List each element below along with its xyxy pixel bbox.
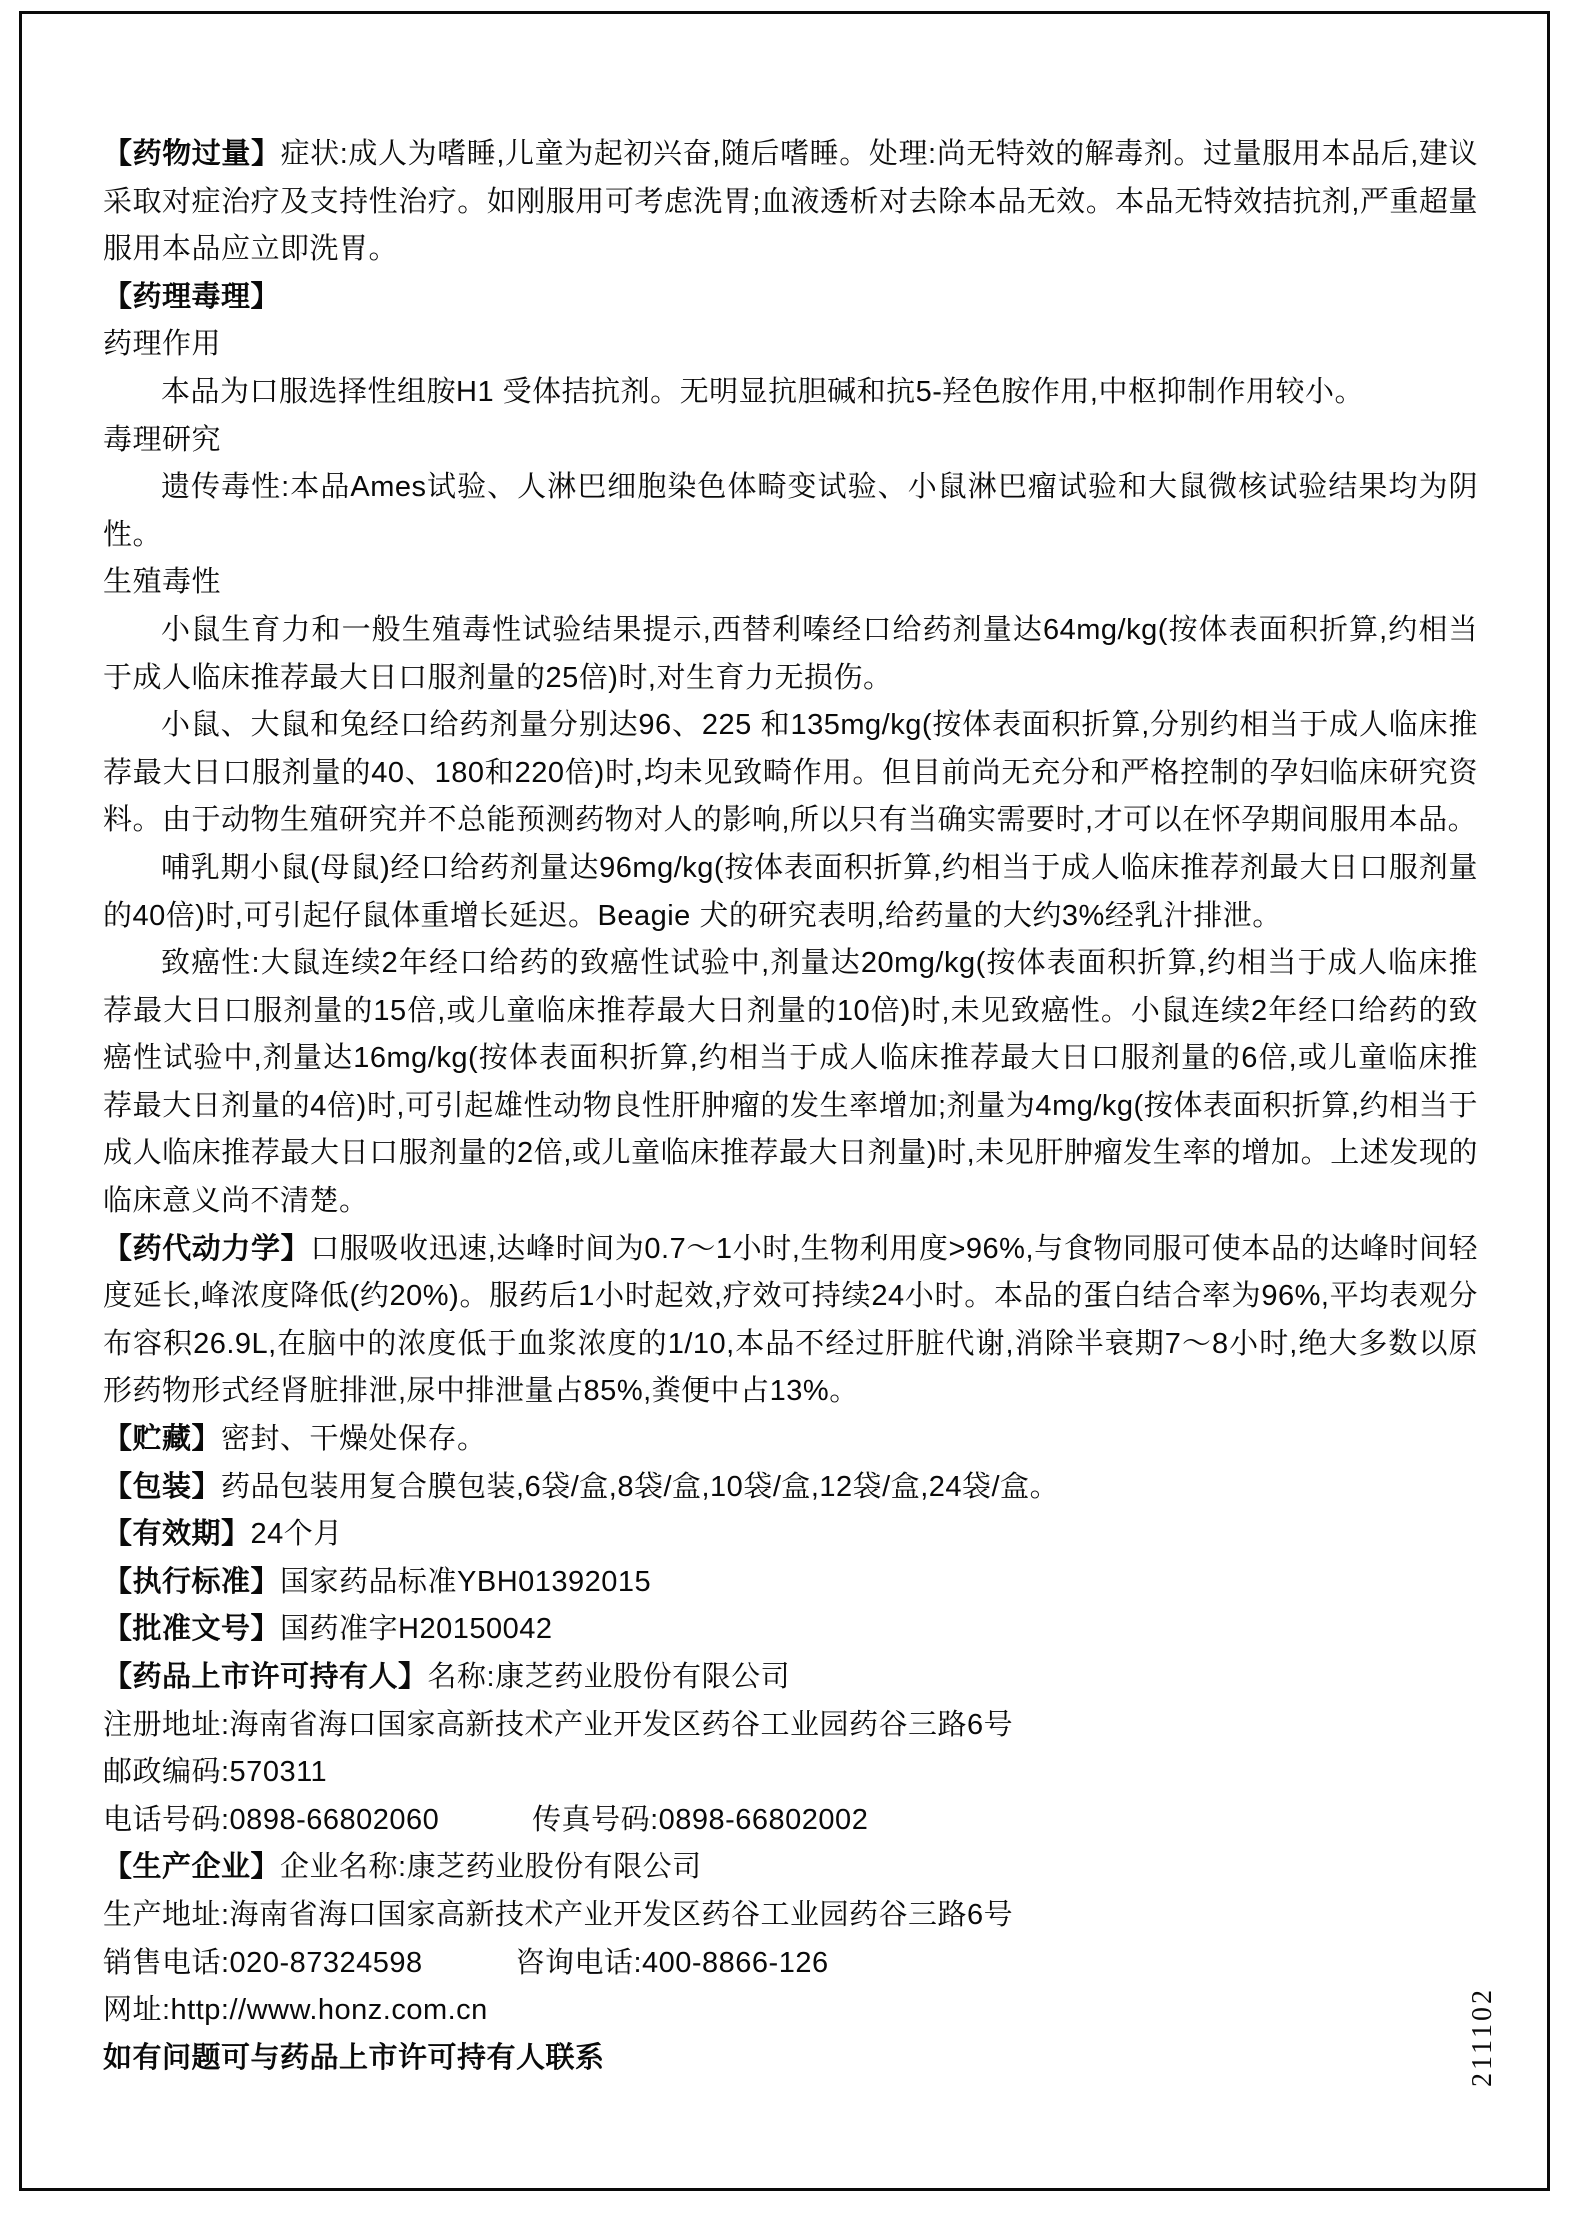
subhead-toxicology-research: 毒理研究	[103, 423, 222, 456]
section-overdose	[103, 131, 1478, 274]
section-shelf-life-text: 24个月	[250, 1518, 343, 1551]
consult-phone-text: 咨询电话:400-8866-126	[515, 1946, 829, 1979]
section-manufacturer-label: 【生产企业】	[103, 1851, 281, 1884]
section-pharmacokinetics	[103, 1226, 1478, 1416]
section-storage	[103, 1416, 1478, 1464]
section-pharmacokinetics-label: 【药代动力学】	[103, 1232, 311, 1265]
section-storage-text: 密封、干燥处保存。	[221, 1423, 487, 1456]
section-overdose-label: 【药物过量】	[103, 138, 281, 170]
line-production-address: 生产地址:海南省海口国家高新技术产业开发区药谷工业园药谷三路6号	[103, 1898, 1014, 1931]
line-registered-address: 注册地址:海南省海口国家高新技术产业开发区药谷工业园药谷三路6号	[103, 1708, 1014, 1741]
section-manufacturer-text: 企业名称:康芝药业股份有限公司	[280, 1851, 702, 1884]
para-carcinogenicity: 致癌性:大鼠连续2年经口给药的致癌性试验中,剂量达20mg/kg(按体表面积折算,约相当于成人临床推荐最大日口服剂量的15倍,或儿童临床推荐最大日剂量的10倍)时,未见致癌性。小鼠连续2年经口给药的致癌性试验中,剂量达16mg/kg(按体表面积折算,约相当于成人临床推荐最大日口服剂量的6倍,或儿童临床推荐最大日剂量的4倍)时,可引起雄性动物良性肝肿瘤的发生率增加;剂量为4mg/kg(按体表面积折算,约相当于成人临床推荐最大日口服剂量的2倍,或儿童临床推荐最大日剂量)时,未见肝肿瘤发生率的增加。上述发现的临床意义尚不清楚。	[103, 947, 1478, 1218]
section-standard	[103, 1559, 1478, 1607]
section-license-holder-label: 【药品上市许可持有人】	[103, 1661, 428, 1693]
para-lactation-study: 哺乳期小鼠(母鼠)经口给药剂量达96mg/kg(按体表面积折算,约相当于成人临床推荐剂最大日口服剂量的40倍)时,可引起仔鼠体重增长延迟。Beagie 犬的研究表明,给药量的大约3%经乳汁排泄。	[103, 851, 1478, 932]
fax-number-text: 传真号码:0898-66802002	[532, 1803, 869, 1836]
para-reproductive-toxicity-1: 小鼠生育力和一般生殖毒性试验结果提示,西替利嗪经口给药剂量达64mg/kg(按体表面积折算,约相当于成人临床推荐最大日口服剂量的25倍)时,对生育力无损伤。	[103, 613, 1478, 694]
section-standard-text: 国家药品标准YBH01392015	[280, 1565, 652, 1598]
subhead-reproductive-toxicity: 生殖毒性	[103, 566, 222, 599]
line-postal-code: 邮政编码:570311	[103, 1756, 328, 1789]
line-contact-note: 如有问题可与药品上市许可持有人联系	[103, 2041, 605, 2074]
section-pharmacology-toxicology-heading	[103, 274, 1478, 322]
section-manufacturer	[103, 1844, 1478, 1892]
line-phone-fax	[103, 1797, 1478, 1845]
section-packaging	[103, 1464, 1478, 1512]
section-shelf-life-label: 【有效期】	[103, 1518, 251, 1551]
para-reproductive-toxicity-2: 小鼠、大鼠和兔经口给药剂量分别达96、225 和135mg/kg(按体表面积折算,分别约相当于成人临床推荐最大日口服剂量的40、180和220倍)时,均未见致畸作用。但目前尚无充分和严格控制的孕妇临床研究资料。由于动物生殖研究并不总能预测药物对人的影响,所以只有当确实需要时,才可以在怀孕期间服用本品。	[103, 709, 1478, 837]
section-shelf-life	[103, 1511, 1478, 1559]
batch-side-number: 211102	[1467, 1987, 1498, 2087]
section-pharmacokinetics-text: 口服吸收迅速,达峰时间为0.7～1小时,生物利用度>96%,与食物同服可使本品的达峰时间轻度延长,峰浓度降低(约20%)。服药后1小时起效,疗效可持续24小时。本品的蛋白结合率为96%,平均表观分布容积26.9L,在脑中的浓度低于血浆浓度的1/10,本品不经过肝脏代谢,消除半衰期7～8小时,绝大多数以原形药物形式经肾脏排泄,尿中排泄量占85%,粪便中占13%。	[103, 1232, 1478, 1408]
section-standard-label: 【执行标准】	[103, 1565, 281, 1598]
subhead-pharmacologic-action: 药理作用	[103, 328, 222, 361]
section-pharmacology-toxicology-label: 【药理毒理】	[103, 280, 281, 313]
phone-number-text: 电话号码:0898-66802060	[103, 1803, 440, 1836]
section-approval-number-text: 国药准字H20150042	[280, 1613, 553, 1646]
section-approval-number	[103, 1606, 1478, 1654]
section-license-holder-text: 名称:康芝药业股份有限公司	[427, 1661, 791, 1693]
leaflet-content	[103, 131, 1478, 2082]
section-packaging-label: 【包装】	[103, 1470, 222, 1503]
sales-phone-text: 销售电话:020-87324598	[103, 1946, 423, 1979]
section-packaging-text: 药品包装用复合膜包装,6袋/盒,8袋/盒,10袋/盒,12袋/盒,24袋/盒。	[221, 1470, 1060, 1503]
section-approval-number-label: 【批准文号】	[103, 1613, 281, 1646]
section-license-holder	[103, 1654, 1478, 1702]
section-storage-label: 【贮藏】	[103, 1423, 222, 1456]
para-genetic-toxicity: 遗传毒性:本品Ames试验、人淋巴细胞染色体畸变试验、小鼠淋巴瘤试验和大鼠微核试验结果均为阴性。	[103, 471, 1478, 551]
section-overdose-text: 症状:成人为嗜睡,儿童为起初兴奋,随后嗜睡。处理:尚无特效的解毒剂。过量服用本品后,建议采取对症治疗及支持性治疗。如刚服用可考虑洗胃;血液透析对去除本品无效。本品无特效拮抗剂,严重超量服用本品应立即洗胃。	[103, 138, 1478, 266]
line-website: 网址:http://www.honz.com.cn	[103, 1994, 488, 2027]
para-pharmacologic-action: 本品为口服选择性组胺H1 受体拮抗剂。无明显抗胆碱和抗5-羟色胺作用,中枢抑制作用较小。	[161, 375, 1364, 408]
line-sales-consult-phone	[103, 1940, 1478, 1988]
